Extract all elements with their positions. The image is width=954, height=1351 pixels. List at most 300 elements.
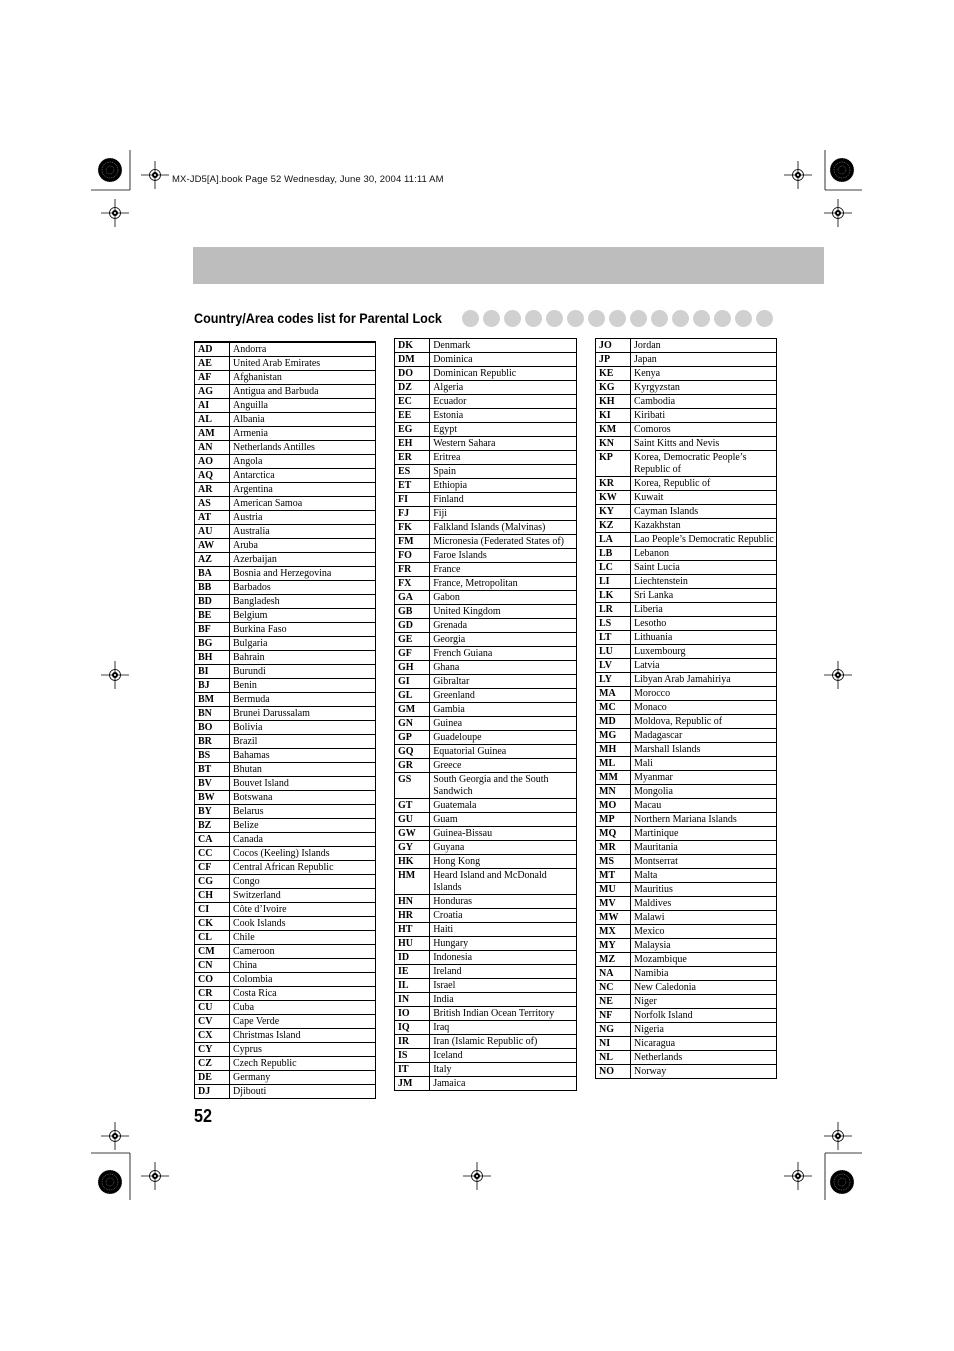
country-code: MW [596,911,631,925]
country-code: MG [596,729,631,743]
country-name: Algeria [430,381,577,395]
country-name: Bouvet Island [230,777,376,791]
table-row [195,595,376,609]
country-name: Morocco [631,687,777,701]
table-row [195,945,376,959]
country-code: FI [395,493,430,507]
country-name: Costa Rica [230,987,376,1001]
table-row [596,339,777,353]
table-row [195,973,376,987]
table-row [195,889,376,903]
country-name: Heard Island and McDonald Islands [430,869,577,895]
country-code: HK [395,855,430,869]
table-row [596,813,777,827]
country-code: GD [395,619,430,633]
table-row [195,693,376,707]
country-name: Lebanon [631,547,777,561]
country-name: South Georgia and the South Sandwich [430,773,577,799]
country-code: AO [195,455,230,469]
country-code: CL [195,931,230,945]
country-name: Burkina Faso [230,623,376,637]
country-name: Afghanistan [230,371,376,385]
country-code: MR [596,841,631,855]
country-name: Guyana [430,841,577,855]
country-name: Guinea [430,717,577,731]
country-code: BM [195,693,230,707]
country-code: GS [395,773,430,799]
country-code: BY [195,805,230,819]
table-row [395,423,577,437]
country-code: NI [596,1037,631,1051]
country-name: Northern Mariana Islands [631,813,777,827]
country-name: Hungary [430,937,577,951]
table-row [395,745,577,759]
country-code-table-1 [194,341,376,1099]
country-name: Grenada [430,619,577,633]
country-code: KW [596,491,631,505]
table-row [596,1009,777,1023]
country-name: Jamaica [430,1077,577,1091]
table-row [195,987,376,1001]
table-row [596,715,777,729]
country-code: ES [395,465,430,479]
table-row [195,581,376,595]
table-row [195,483,376,497]
table-row [395,965,577,979]
country-code: GB [395,605,430,619]
country-name: Kyrgyzstan [631,381,777,395]
country-name: Greece [430,759,577,773]
country-code: BD [195,595,230,609]
country-name: Iran (Islamic Republic of) [430,1035,577,1049]
country-name: Central African Republic [230,861,376,875]
table-row [195,847,376,861]
table-row [395,381,577,395]
table-row [395,521,577,535]
table-row [195,735,376,749]
table-row [395,1077,577,1091]
country-name: Antigua and Barbuda [230,385,376,399]
country-name: Jordan [631,339,777,353]
decorative-dot [546,310,563,327]
country-name: Germany [230,1071,376,1085]
country-name: Faroe Islands [430,549,577,563]
country-code: LA [596,533,631,547]
country-code-table-2 [394,338,577,1091]
table-row [195,777,376,791]
table-row [596,367,777,381]
country-name: Burundi [230,665,376,679]
table-row [395,339,577,353]
country-name: Austria [230,511,376,525]
table-row [195,861,376,875]
country-name: Mexico [631,925,777,939]
decorative-dots [462,310,773,328]
table-row [195,342,376,357]
country-name: Barbados [230,581,376,595]
country-code: GH [395,661,430,675]
country-name: Spain [430,465,577,479]
table-row [395,493,577,507]
country-name: Maldives [631,897,777,911]
country-code: ET [395,479,430,493]
country-code: GQ [395,745,430,759]
country-code: FJ [395,507,430,521]
decorative-dot [567,310,584,327]
country-code: CI [195,903,230,917]
country-code: LR [596,603,631,617]
table-row [596,505,777,519]
country-name: Cayman Islands [631,505,777,519]
country-code: GU [395,813,430,827]
country-code: JO [596,339,631,353]
country-name: Micronesia (Federated States of) [430,535,577,549]
country-name: Bosnia and Herzegovina [230,567,376,581]
table-row [596,673,777,687]
country-name: Czech Republic [230,1057,376,1071]
country-name: Cocos (Keeling) Islands [230,847,376,861]
country-code: NG [596,1023,631,1037]
country-code: CK [195,917,230,931]
table-row [395,479,577,493]
country-name: Cook Islands [230,917,376,931]
country-name: Norfolk Island [631,1009,777,1023]
country-code: AT [195,511,230,525]
decorative-dot [651,310,668,327]
country-code: AS [195,497,230,511]
country-name: Belgium [230,609,376,623]
table-row [195,749,376,763]
table-row [195,469,376,483]
table-row [195,413,376,427]
decorative-dot [588,310,605,327]
country-name: Marshall Islands [631,743,777,757]
table-row [596,519,777,533]
country-code: KE [596,367,631,381]
country-code: LI [596,575,631,589]
table-row [195,1001,376,1015]
country-name: Mauritania [631,841,777,855]
table-row [596,687,777,701]
country-name: Italy [430,1063,577,1077]
country-name: Lao People’s Democratic Republic [631,533,777,547]
table-row [596,953,777,967]
country-code: BJ [195,679,230,693]
country-code: CR [195,987,230,1001]
country-code: BZ [195,819,230,833]
table-row [395,773,577,799]
country-code: LT [596,631,631,645]
country-name: Western Sahara [430,437,577,451]
country-code: NA [596,967,631,981]
country-code: IL [395,979,430,993]
table-row [395,689,577,703]
country-name: Bhutan [230,763,376,777]
country-code: BB [195,581,230,595]
country-code: CU [195,1001,230,1015]
table-row [596,743,777,757]
country-name: Ecuador [430,395,577,409]
country-name: Australia [230,525,376,539]
country-name: Gabon [430,591,577,605]
table-row [596,437,777,451]
table-row [395,577,577,591]
country-name: France, Metropolitan [430,577,577,591]
country-name: Cambodia [631,395,777,409]
country-name: Cape Verde [230,1015,376,1029]
country-name: British Indian Ocean Territory [430,1007,577,1021]
country-code: MH [596,743,631,757]
country-code: HU [395,937,430,951]
country-code: AM [195,427,230,441]
country-code: EH [395,437,430,451]
country-code: BT [195,763,230,777]
country-name: Finland [430,493,577,507]
country-code: GY [395,841,430,855]
country-name: Kenya [631,367,777,381]
country-code: GA [395,591,430,605]
table-row [395,1035,577,1049]
table-row [195,399,376,413]
country-code: MD [596,715,631,729]
decorative-dot [756,310,773,327]
table-row [195,371,376,385]
table-row [596,561,777,575]
section-heading [194,308,778,330]
table-row [195,805,376,819]
country-name: Martinique [631,827,777,841]
decorative-dot [693,310,710,327]
table-row [195,707,376,721]
table-row [596,477,777,491]
table-row [596,855,777,869]
decorative-dot [504,310,521,327]
country-code: FX [395,577,430,591]
country-name: Montserrat [631,855,777,869]
country-name: Guinea-Bissau [430,827,577,841]
country-name: Côte d’Ivoire [230,903,376,917]
table-row [195,763,376,777]
country-name: Sri Lanka [631,589,777,603]
country-name: Cyprus [230,1043,376,1057]
table-row [596,771,777,785]
table-row [395,409,577,423]
table-row [596,897,777,911]
country-code: IO [395,1007,430,1021]
table-row [596,701,777,715]
country-code: GW [395,827,430,841]
table-row [395,799,577,813]
table-row [596,617,777,631]
table-row [596,547,777,561]
country-name: Korea, Democratic People’s Republic of [631,451,777,477]
country-name: Antarctica [230,469,376,483]
country-name: Estonia [430,409,577,423]
country-code: CO [195,973,230,987]
table-row [596,491,777,505]
table-row [596,603,777,617]
table-row [596,1037,777,1051]
table-row [395,367,577,381]
country-name: Guadeloupe [430,731,577,745]
country-code: DM [395,353,430,367]
country-name: New Caledonia [631,981,777,995]
country-name: Liberia [631,603,777,617]
table-row [395,731,577,745]
table-row [395,619,577,633]
country-code-table-3 [595,338,777,1079]
table-row [596,827,777,841]
country-name: Denmark [430,339,577,353]
country-name: Bahrain [230,651,376,665]
country-name: Mozambique [631,953,777,967]
country-name: Iraq [430,1021,577,1035]
decorative-dot [462,310,479,327]
country-code: JP [596,353,631,367]
country-code: AI [195,399,230,413]
country-name: Haiti [430,923,577,937]
country-name: Greenland [430,689,577,703]
table-row [195,651,376,665]
country-code: DO [395,367,430,381]
country-code: GP [395,731,430,745]
section-title: Country/Area codes list for Parental Lock [194,310,442,326]
country-code: BW [195,791,230,805]
country-name: Kazakhstan [631,519,777,533]
country-code: MZ [596,953,631,967]
country-code: MS [596,855,631,869]
country-code: CC [195,847,230,861]
country-code: BH [195,651,230,665]
country-code: KP [596,451,631,477]
table-row [596,799,777,813]
country-code: CN [195,959,230,973]
country-code: CH [195,889,230,903]
table-row [195,903,376,917]
table-row [596,451,777,477]
country-code: CA [195,833,230,847]
country-name: Botswana [230,791,376,805]
table-row [195,833,376,847]
country-code: ML [596,757,631,771]
country-code: MQ [596,827,631,841]
country-code: EC [395,395,430,409]
country-code: FM [395,535,430,549]
country-name: Andorra [230,342,376,357]
country-name: French Guiana [430,647,577,661]
table-row [596,575,777,589]
country-name: Brazil [230,735,376,749]
country-code: LU [596,645,631,659]
country-code: CX [195,1029,230,1043]
table-row [395,717,577,731]
country-code: IR [395,1035,430,1049]
country-code: KZ [596,519,631,533]
country-name: Congo [230,875,376,889]
table-row [596,1023,777,1037]
decorative-dot [630,310,647,327]
table-row [195,455,376,469]
country-code: NE [596,995,631,1009]
table-row [195,1057,376,1071]
country-name: Colombia [230,973,376,987]
table-row [195,553,376,567]
table-row [395,1021,577,1035]
table-row [195,357,376,371]
country-name: Cuba [230,1001,376,1015]
country-name: France [430,563,577,577]
country-code: MP [596,813,631,827]
country-name: Brunei Darussalam [230,707,376,721]
table-row [395,507,577,521]
table-row [395,675,577,689]
country-name: Guam [430,813,577,827]
country-name: Bolivia [230,721,376,735]
table-row [395,1063,577,1077]
country-name: Kiribati [631,409,777,423]
country-code: HT [395,923,430,937]
country-name: Gambia [430,703,577,717]
country-name: Japan [631,353,777,367]
country-code: KI [596,409,631,423]
country-code: BS [195,749,230,763]
country-name: Mongolia [631,785,777,799]
country-name: Malawi [631,911,777,925]
table-row [195,959,376,973]
country-name: United Arab Emirates [230,357,376,371]
country-name: Croatia [430,909,577,923]
country-name: Belize [230,819,376,833]
country-name: Mali [631,757,777,771]
country-code: MT [596,869,631,883]
country-name: Hong Kong [430,855,577,869]
country-code: BA [195,567,230,581]
country-code: BN [195,707,230,721]
table-row [195,427,376,441]
country-code: AQ [195,469,230,483]
country-name: Switzerland [230,889,376,903]
country-code: BE [195,609,230,623]
country-code: LB [596,547,631,561]
table-row [596,395,777,409]
table-row [195,1029,376,1043]
country-code: CG [195,875,230,889]
country-code: BF [195,623,230,637]
table-row [395,549,577,563]
country-code: MU [596,883,631,897]
table-row [596,1051,777,1065]
country-code: IT [395,1063,430,1077]
country-name: Ireland [430,965,577,979]
country-name: Myanmar [631,771,777,785]
country-code: KN [596,437,631,451]
table-row [395,563,577,577]
table-row [395,605,577,619]
table-row [395,465,577,479]
country-code: EG [395,423,430,437]
decorative-dot [525,310,542,327]
country-code: EE [395,409,430,423]
country-name: Dominica [430,353,577,367]
country-name: Lithuania [631,631,777,645]
table-row [395,909,577,923]
table-row [596,659,777,673]
table-row [596,381,777,395]
country-name: Fiji [430,507,577,521]
table-row [596,533,777,547]
country-code: DZ [395,381,430,395]
country-code: CV [195,1015,230,1029]
